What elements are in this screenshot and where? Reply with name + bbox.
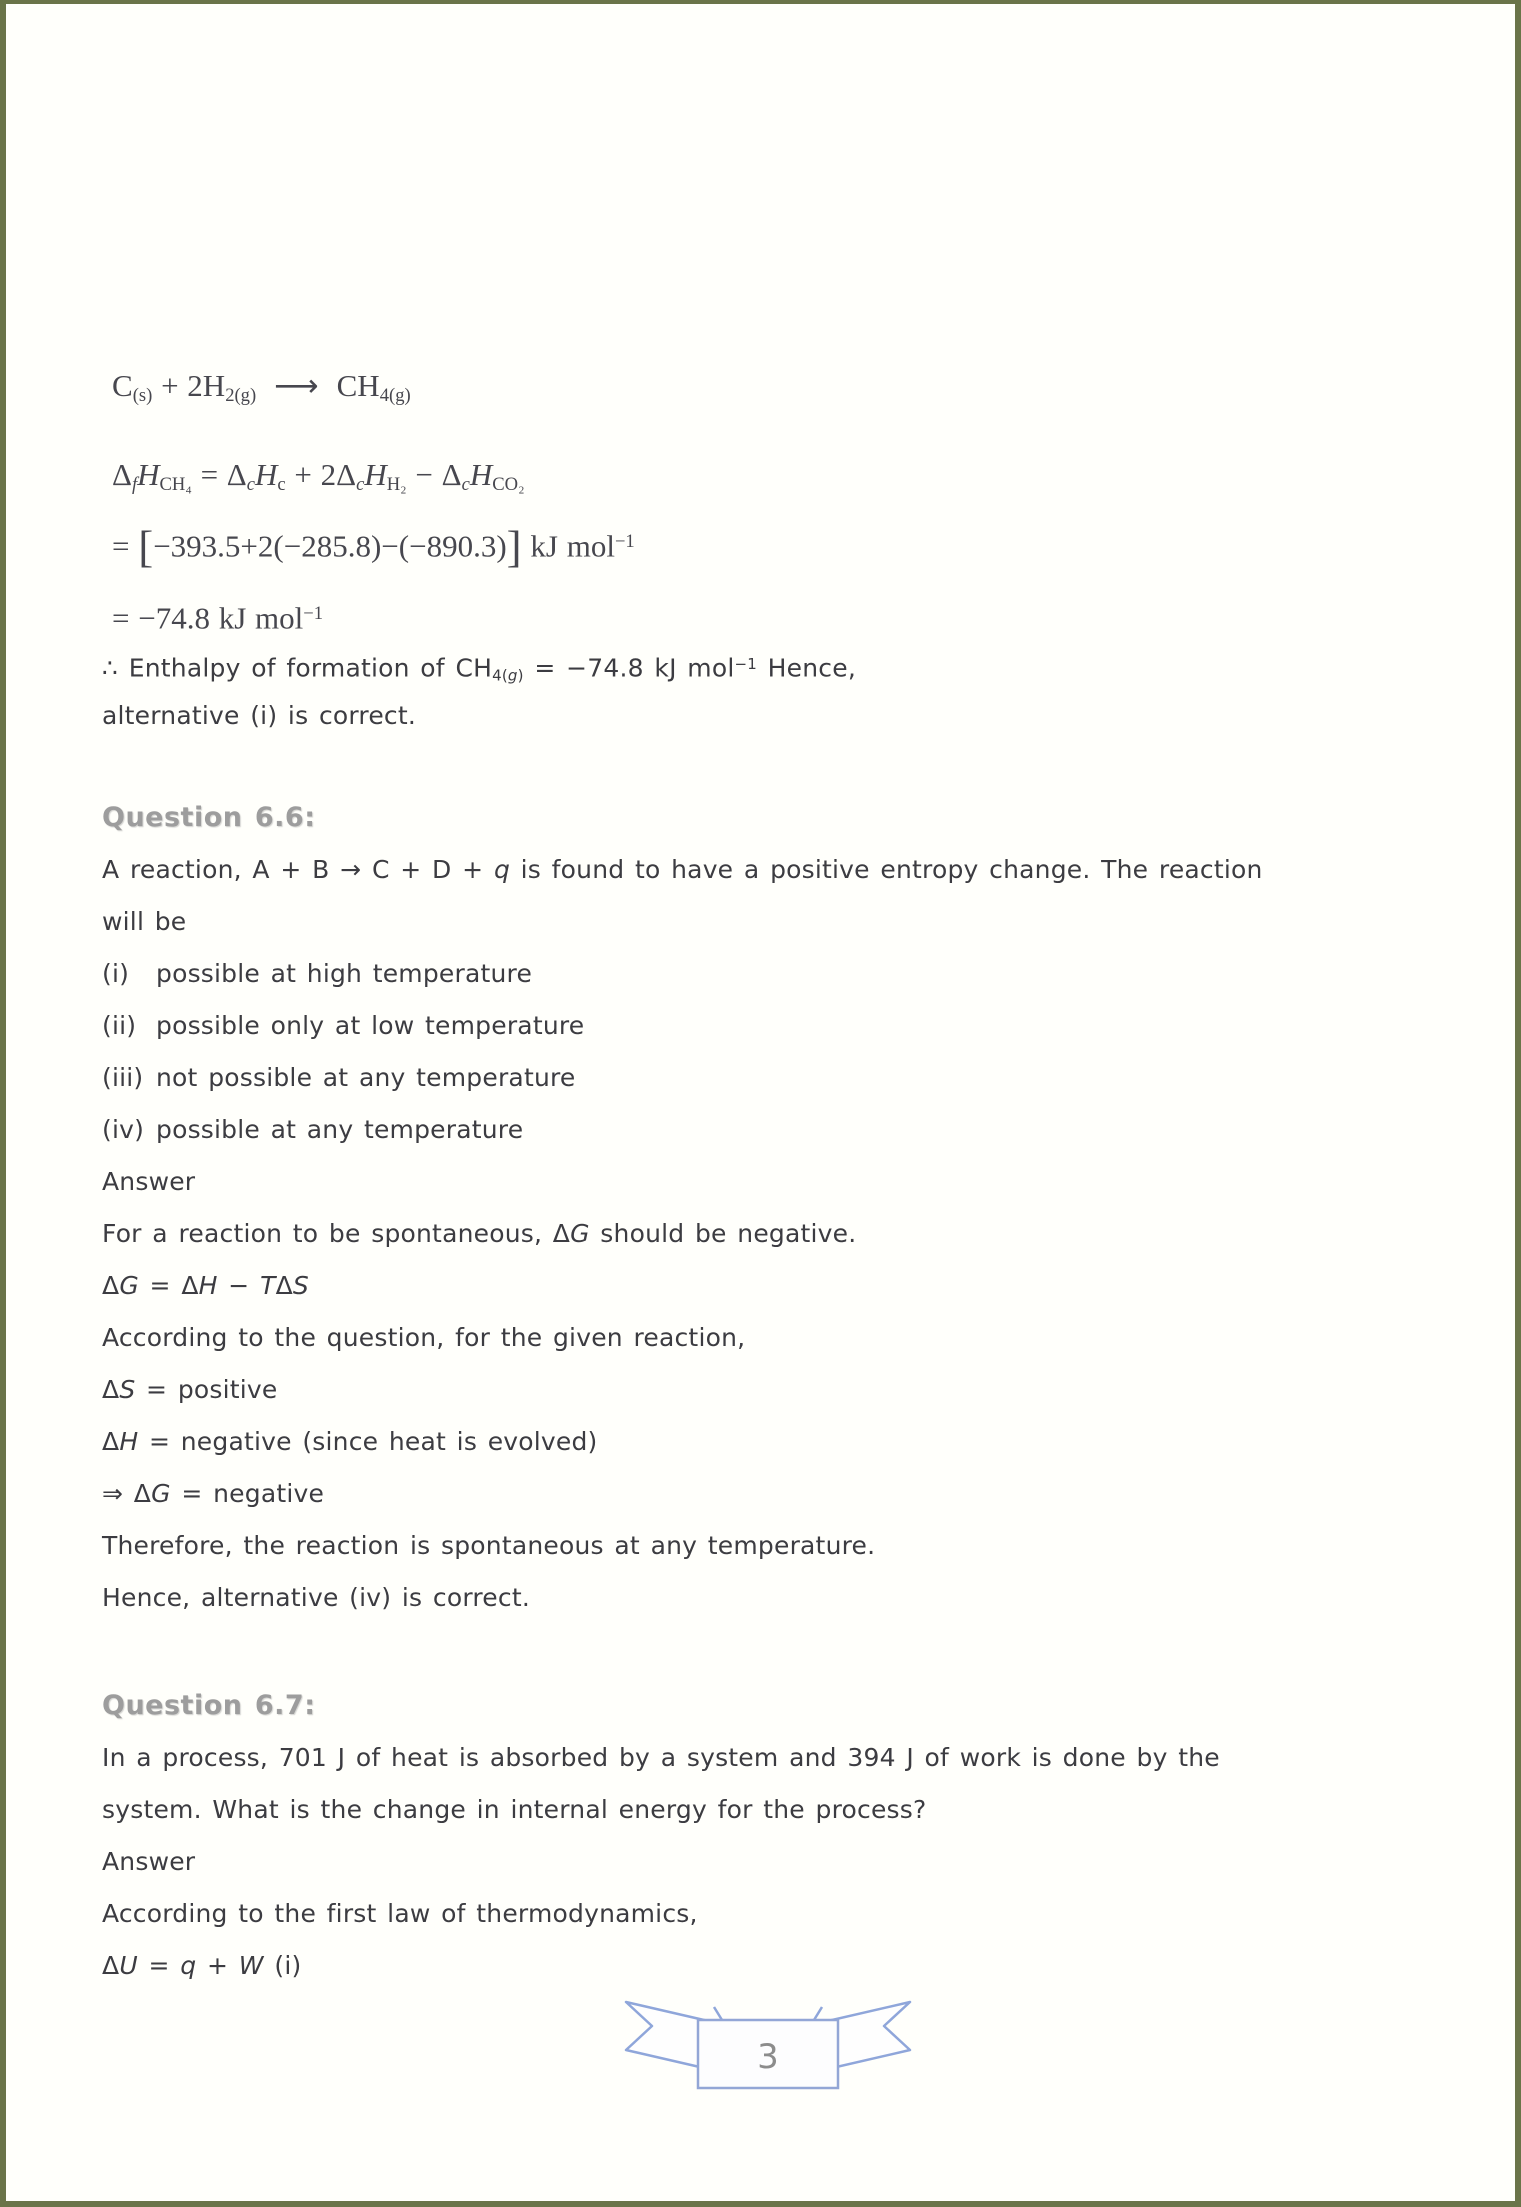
answer-6-6-line-8: Hence, alternative (iv) is correct. [102, 1583, 530, 1612]
option-iii-text: not possible at any temperature [156, 1063, 576, 1092]
option-iii [102, 1052, 1423, 1104]
answer-6-6-line-4: ΔS = positive [102, 1375, 278, 1404]
question-6-6-text-line-2: will be [102, 907, 187, 936]
equation-substituted-values: = [−393.5+2(−285.8)−(−890.3)] kJ mol$^{-1}$ [112, 521, 635, 572]
ribbon-banner-graphic [618, 1996, 918, 2108]
conclusion-line-2: alternative (i) is correct. [102, 701, 417, 730]
ribbon-right-fold [814, 2007, 822, 2020]
page-number: 3 [757, 2037, 779, 2077]
option-iv-marker: (iv) [102, 1115, 145, 1144]
option-ii-marker: (ii) [102, 1011, 137, 1040]
option-ii-text: possible only at low temperature [156, 1011, 585, 1040]
question-6-7-text-line-2: system. What is the change in internal energy for the process? [102, 1795, 927, 1824]
option-i-text: possible at high temperature [156, 959, 533, 988]
question-6-6-heading: Question 6.6: [102, 802, 316, 833]
answer-label-6-6: Answer [102, 1167, 196, 1196]
question-6-7-heading: Question 6.7: [102, 1690, 316, 1721]
ribbon-left-fold [714, 2007, 722, 2020]
option-ii [102, 1000, 1423, 1052]
answer-6-7-line-2: ΔU = q + W (i) [102, 1951, 302, 1980]
answer-6-6-line-6: ⇒ ΔG = negative [102, 1479, 325, 1508]
answer-6-6-line-1: For a reaction to be spontaneous, ΔG should be negative. [102, 1219, 857, 1248]
answer-label-6-7: Answer [102, 1847, 196, 1876]
option-i-marker: (i) [102, 959, 130, 988]
question-6-7-text-line-1: In a process, 701 J of heat is absorbed by a system and 394 J of work is done by the [102, 1743, 1220, 1772]
equation-result: = −74.8 kJ mol$^{-1}$ [112, 600, 324, 636]
answer-6-7-line-1: According to the first law of thermodynamics, [102, 1899, 698, 1928]
question-6-6-text-line-1: A reaction, A + B → C + D + q is found to have a positive entropy change. The reaction [102, 855, 1263, 884]
option-i [102, 948, 1423, 1000]
answer-6-6-line-3: According to the question, for the given reaction, [102, 1323, 746, 1352]
option-iii-marker: (iii) [102, 1063, 144, 1092]
answer-6-6-line-5: ΔH = negative (since heat is evolved) [102, 1427, 598, 1456]
equation-hess-law: ΔfHCH₄ = ΔcHc + 2ΔcHH₂ − ΔcHCO₂ [112, 457, 525, 496]
equation-methane-formation: C(s) + 2H2(g) ⟶ CH4(g) [112, 368, 411, 407]
answer-6-6-line-7: Therefore, the reaction is spontaneous at any temperature. [102, 1531, 876, 1560]
page-number-ribbon [618, 1996, 918, 2108]
conclusion-line-1: ∴ Enthalpy of formation of CH4(g) = −74.8 kJ mol$^{-1}$ Hence, [102, 653, 856, 685]
option-iv-text: possible at any temperature [156, 1115, 524, 1144]
enthalpy-derivation-block [112, 362, 1423, 638]
option-iv [102, 1104, 1423, 1156]
answer-6-6-line-2: ΔG = ΔH − TΔS [102, 1271, 309, 1300]
page-content [102, 4, 1423, 1992]
